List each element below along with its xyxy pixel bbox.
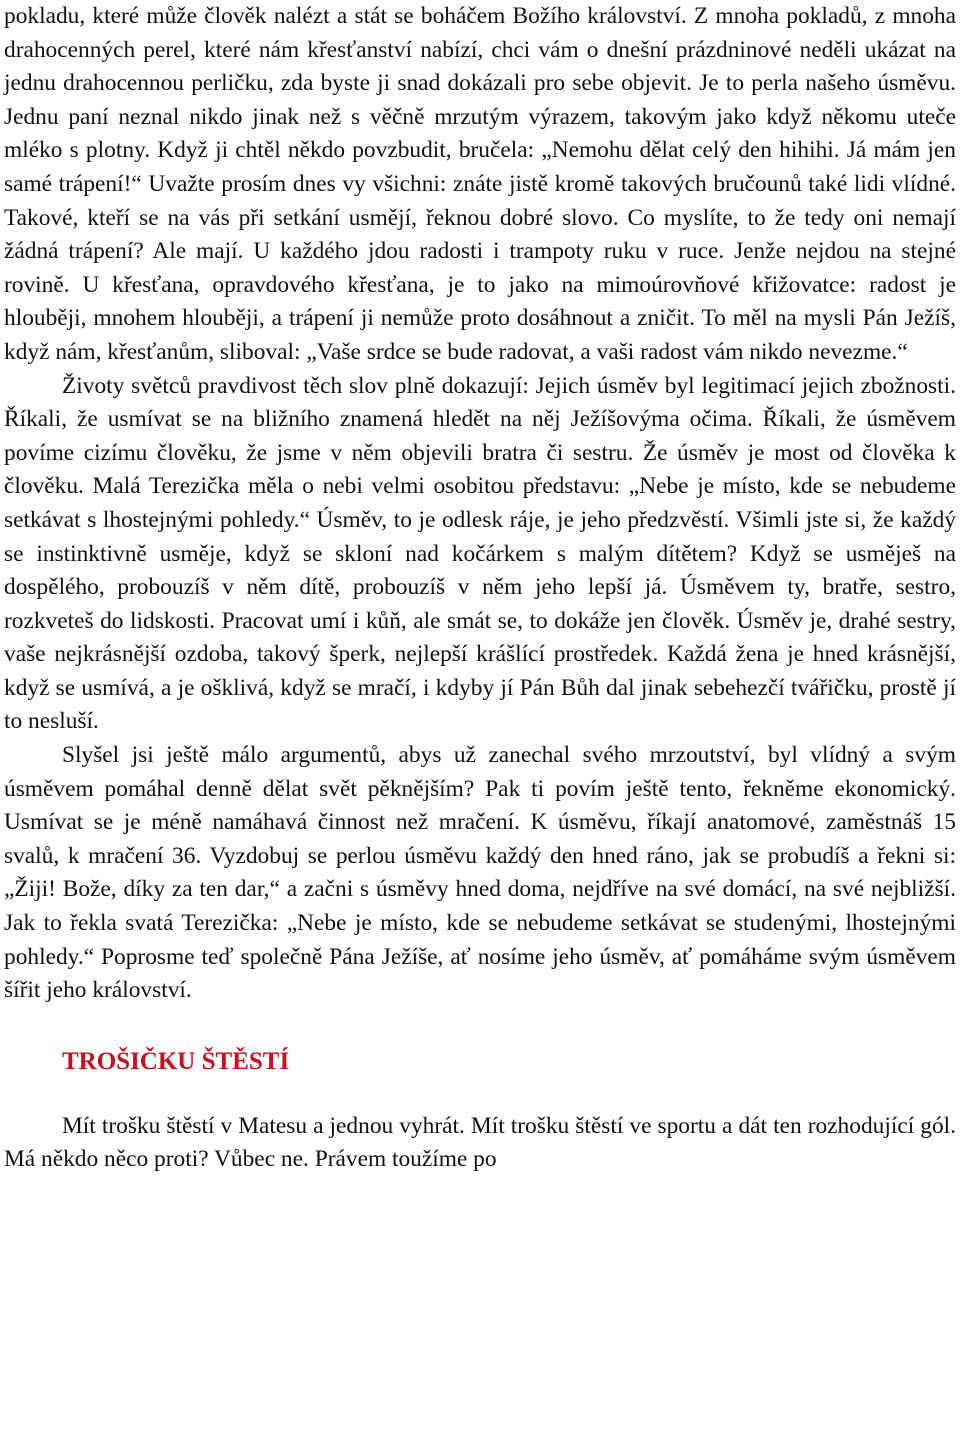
paragraph-arguments-smile: Slyšel jsi ještě málo argumentů, abys už zanechal svého mrzoutství, byl vlídný a svým úsměvem pomáhal denně dělat svět pěknějším? Pak ti povím ještě tento, řekněme ekonomický. Usmívat se je méně namáhavá činnost než mračení. K úsměvu, říkají anatomové, zaměstnáš 15 svalů, k mračení 36. Vyzdobuj se perlou úsměvu každý den hned ráno, jak se probudíš a řekni si: „Žiji! Bože, díky za ten dar,“ a začni s úsměvy hned doma, nejdříve na své domácí, na své nejbližší. Jak to řekla svatá Terezička: „Nebe je místo, kde se nebudeme setkávat se studenými, lhostejnými pohledy.“ Poprosme teď společně Pána Ježíše, ať nosíme jeho úsměv, ať pomáháme svým úsměvem šířit jeho království.	[4, 742, 956, 1004]
paragraph-little-luck: Mít trošku štěstí v Matesu a jednou vyhrát. Mít trošku štěstí ve sportu a dát ten rozhodující gól. Má někdo něco proti? Vůbec ne. Právem toužíme po	[4, 1112, 956, 1173]
section-heading: TROŠIČKU ŠTĚSTÍ	[62, 1047, 290, 1075]
paragraph-pearl-of-smile: pokladu, které může člověk nalézt a stát se boháčem Božího království. Z mnoha pokladů, z mnoha drahocenných perel, které nám křesťanství nabízí, chci vám o dnešní prázdninové neděli ukázat na jednu drahocennou perličku, zda byste ji snad dokázali pro sebe objevit. Je to perla našeho úsměvu. Jednu paní neznal nikdo jinak než s věčně mrzutým výrazem, takovým jako když někomu uteče mléko s plotny. Když ji chtěl někdo povzbudit, bručela: „Nemohu dělat celý den hihihi. Já mám jen samé trápení!“ Uvažte prosím dnes vy všichni: znáte jistě kromě takových bručounů také lidi vlídné. Takové, kteří se na vás při setkání usmějí, řeknou dobré slovo. Co myslíte, to že tedy oni nemají žádná trápení? Ale mají. U každého jdou radosti i trampoty ruku v ruce. Jenže nejdou na stejné rovině. U křesťana, opravdového křesťana, je to jako na mimoúrovňové křižovatce: radost je hlouběji, mnohem hlouběji, a trápení ji nemůže proto dosáhnout a zničit. To měl na mysli Pán Ježíš, když nám, křesťanům, sliboval: „Vaše srdce se bude radovat, a vaši radost vám nikdo nevezme.“	[4, 3, 956, 365]
document-page	[4, 0, 956, 1177]
paragraph-saints-smile: Životy světců pravdivost těch slov plně dokazují: Jejich úsměv byl legitimací jejich zbožnosti. Říkali, že usmívat se na bližního znamená hledět na něj Ježíšovýma očima. Říkali, že úsměvem povíme cizímu člověku, že jsme v něm objevili bratra či sestru. Že úsměv je most od člověka k člověku. Malá Terezička měla o nebi velmi osobitou představu: „Nebe je místo, kde se nebudeme setkávat s lhostejnými pohledy.“ Úsměv, to je odlesk ráje, je jeho předzvěstí. Všimli jste si, že každý se instinktivně usměje, když se skloní nad kočárkem s malým dítětem? Když se usměješ na dospělého, probouzíš v něm dítě, probouzíš v něm jeho lepší já. Úsměvem ty, bratře, sestro, rozkveteš do lidskosti. Pracovat umí i kůň, ale smát se, to dokáže jen člověk. Úsměv je, drahé sestry, vaše nejkrásnější ozdoba, takový šperk, nejlepší krášlící prostředek. Každá žena je hned krásnější, když se usmívá, a je ošklivá, když se mračí, i kdyby jí Pán Bůh dal jinak sebehezčí tvářičku, prostě jí to nesluší.	[4, 372, 956, 735]
